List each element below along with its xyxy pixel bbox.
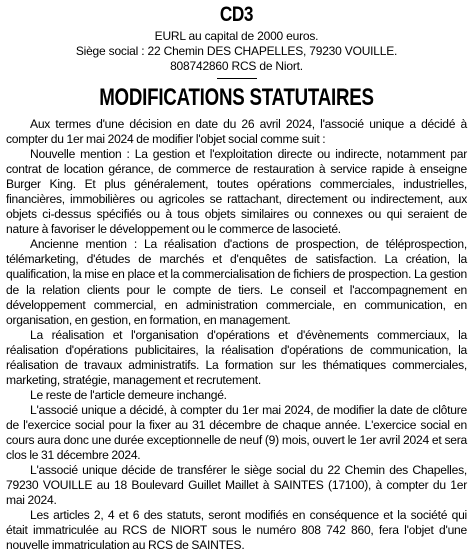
paragraph-decision: Aux termes d'une décision en date du 26 avril 2024, l'associé unique a décidé à compter du 1er mai 2024 de modifier l'objet social comme suit : (6, 117, 467, 147)
paragraph-unchanged: Le reste de l'article demeure inchangé. (30, 387, 227, 402)
header-divider (217, 78, 257, 79)
notice-title: MODIFICATIONS STATUTAIRES (99, 84, 374, 111)
paragraph-transfer: L'associé unique décide de transférer le siège social du 22 Chemin des Chapelles, 79230 VOUILLE au 18 Boulevard Guillet Maillet à SAINTES (17100), à compter du 1er mai 2024. (6, 463, 467, 508)
capital-line: EURL au capital de 2000 euros. (154, 29, 319, 43)
paragraph-fiscal-year: L'associé unique a décidé, à compter du 1er mai 2024, de modifier la date de clôture de l'exercice social pour la fixer au 31 décembre de chaque année. L'exercice social en cours aura donc une durée exceptionnelle de neuf (9) mois, ouvert le 1er avril 2024 et sera clos le 31 décembre 2024. (6, 402, 467, 463)
legal-notice (6, 0, 467, 553)
notice-body (6, 117, 467, 553)
company-header (6, 29, 467, 74)
rcs-line: 808742860 RCS de Niort. (170, 59, 303, 73)
paragraph-articles: Les articles 2, 4 et 6 des statuts, seront modifiés en conséquence et la société qui était immatriculée au RCS de NIORT sous le numéro 808 742 860, fera l'objet d'une nouvelle immatriculation au RCS de SAINTES. (6, 508, 467, 553)
paragraph-old-mention: Ancienne mention : La réalisation d'actions de prospection, de téléprospection, télémarketing, d'études de marchés et d'enquêtes de satisfaction. La création, la qualification, la mise en place et la commercialisation de fichiers de prospection. La gestion de la relation clients pour le compte de tiers. Le conseil et l'accompagnement en développement commercial, en administration commerciale, en communication, en organisation, en gestion, en formation, en management. (6, 237, 467, 327)
paragraph-old-mention-continued: La réalisation et l'organisation d'opérations et d'évènements commerciaux, la réalisation d'opérations publicitaires, la réalisation d'opérations de communication, la réalisation de travaux administratifs. La formation sur les thématiques commerciales, marketing, stratégie, management et recrutement. (6, 327, 467, 387)
paragraph-new-mention: Nouvelle mention : La gestion et l'exploitation directe ou indirecte, notamment par contrat de location gérance, de commerce de restauration à service rapide à enseigne Burger King. Et plus généralement, toutes opérations commerciales, industrielles, financières, immobilières ou agricoles se rattachant, directement ou indirectement, aux objets ci-dessus spécifiés ou à tous objets similaires ou connexes ou qui seraient de nature à favoriser le développement ou le commerce de lasocieté. (6, 147, 467, 237)
headquarters-line: Siège social : 22 Chemin DES CHAPELLES, 79230 VOUILLE. (75, 44, 398, 58)
company-name: CD3 (219, 3, 254, 26)
